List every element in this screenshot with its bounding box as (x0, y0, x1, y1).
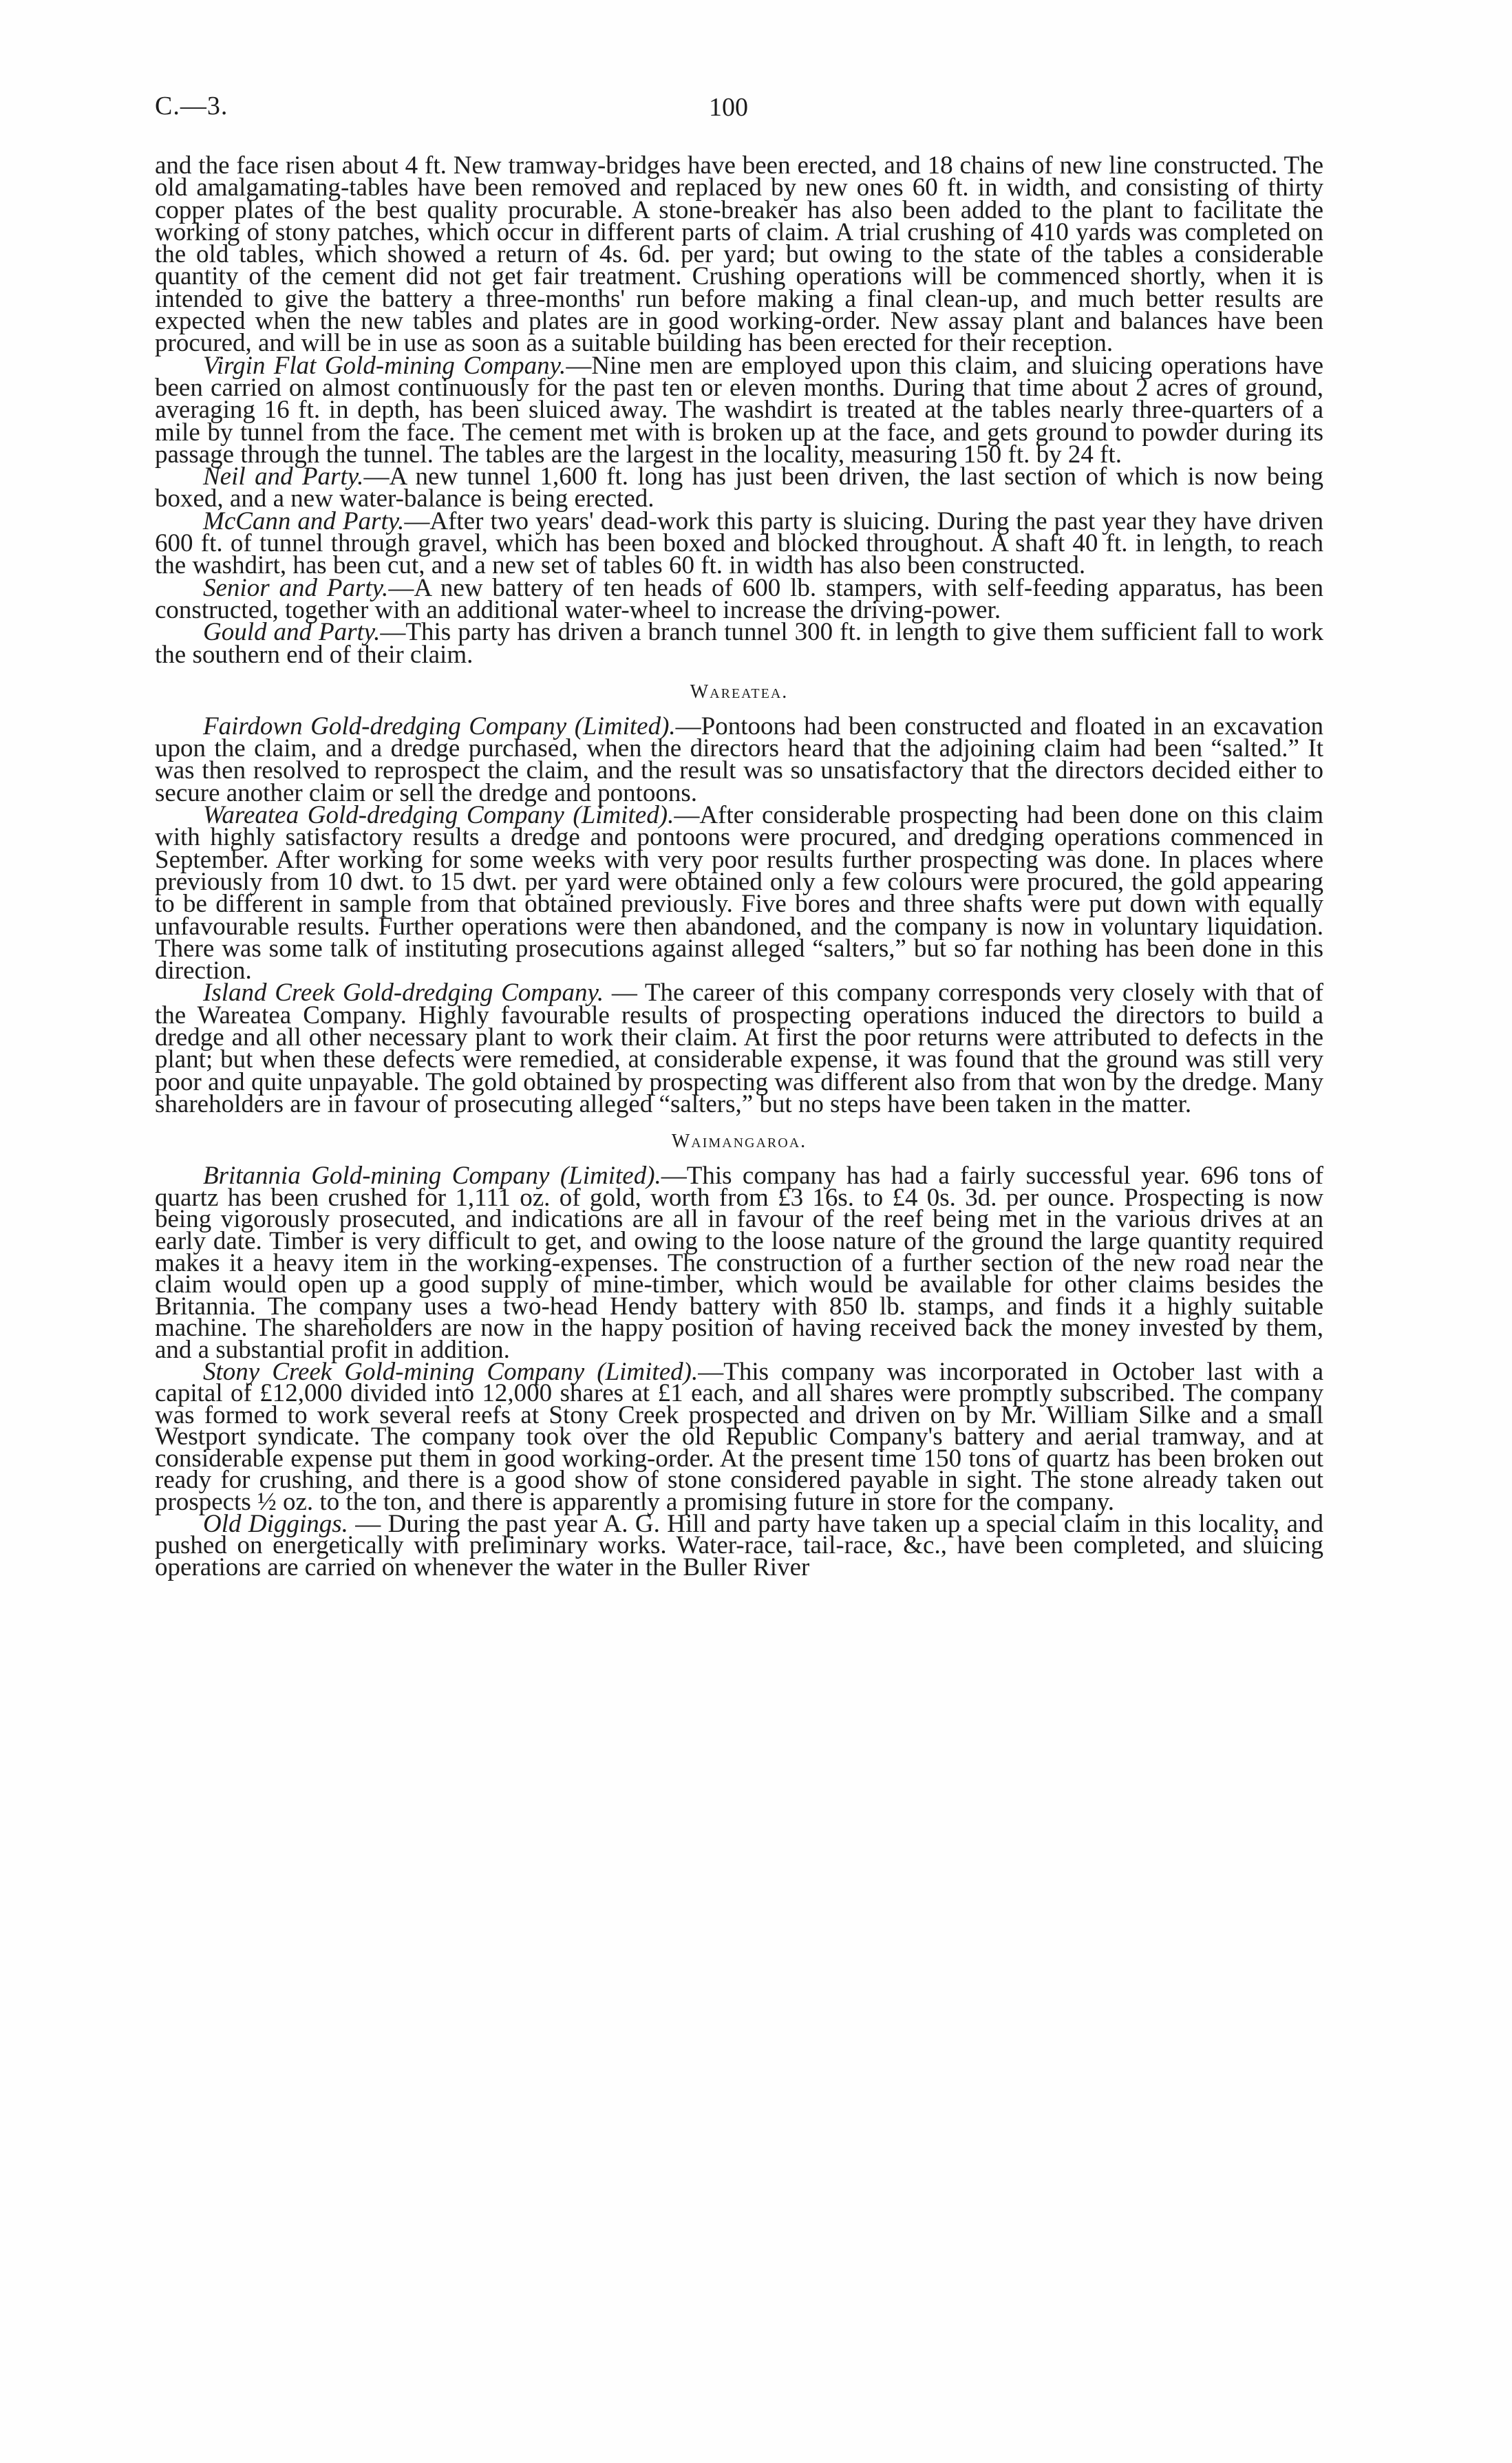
report-reference: C.—3. (155, 92, 228, 120)
paragraph-fairdown: Fairdown Gold-dredging Company (Limited).—Pontoons had been constructed and floated in an excavation upon the claim, and a dredge purchased, when the directors heard that the adjoining claim had been “salted.” It was then resolved to reprospect the claim, and the result was so unsatisfactory that the directors decided either to secure another claim or sell the dredge and pontoons. (155, 712, 1323, 807)
paragraph-neil: Neil and Party.—A new tunnel 1,600 ft. long has just been driven, the last section of which is now being boxed, and a new water-balance is being erected. (155, 462, 1323, 513)
paragraph-stony-creek: Stony Creek Gold-mining Company (Limited).—This company was incorporated in October last with a capital of £12,000 divided into 12,000 shares at £1 each, and all shares were promptly subscribed. The company was formed to work several reefs at Stony Creek prospected and driven on by Mr. William Silke and a small Westport syndicate. The company took over the old Republic Company's battery and aerial tramway, and at considerable expense put them in good working-order. At the present time 150 tons of quartz has been broken out ready for crushing, and there is a good show of stone considered payable in sight. The stone already taken out prospects ½ oz. to the ton, and there is apparently a promising future in store for the company. (155, 1357, 1323, 1517)
paragraph-lead: Virgin Flat Gold-mining Company. (203, 351, 566, 380)
page-number: 100 (709, 93, 748, 122)
paragraph-virgin-flat: Virgin Flat Gold-mining Company.—Nine men are employed upon this claim, and sluicing operations have been carried on almost continuously for the past ten or eleven months. During that time about 2 acres of ground, averaging 16 ft. in depth, has been sluiced away. The washdirt is treated at the tables nearly three-quarters of a mile by tunnel from the face. The cement met with is broken up at the face, and gets ground to powder during its passage through the tunnel. The tables are the largest in the locality, measuring 150 ft. by 24 ft. (155, 351, 1324, 469)
section-heading-wareatea: Wareatea. (690, 681, 789, 703)
page-body (155, 151, 1324, 1581)
paragraph-gould: Gould and Party.—This party has driven a branch tunnel 300 ft. in length to give them sufficient fall to work the southern end of their claim. (155, 618, 1323, 669)
paragraph-continuation: and the face risen about 4 ft. New tramway-bridges have been erected, and 18 chains of new line constructed. The old amalgamating-tables have been removed and replaced by new ones 60 ft. in width, and consisting of thirty copper plates of the best quality procurable. A stone-breaker has also been added to the plant to facilitate the working of stony patches, which occur in different parts of claim. A trial crushing of 410 yards was completed on the old tables, which showed a return of 4s. 6d. per yard; but owing to the state of the tables a considerable quantity of the cement did not get fair treatment. Crushing operations will be commenced shortly, when it is intended to give the battery a three-months' run before making a final clean-up, and much better results are expected when the new tables and plates are in good working-order. New assay plant and balances have been procured, and will be in use as soon as a suitable building has been erected for their reception. (155, 151, 1323, 358)
paragraph-lead: Gould and Party. (203, 618, 381, 647)
paragraph-lead: Britannia Gold-mining Company (Limited). (203, 1162, 661, 1191)
paragraph-lead: Senior and Party. (203, 573, 389, 602)
paragraph-senior: Senior and Party.—A new battery of ten heads of 600 lb. stampers, with self-feeding apparatus, has been constructed, together with an additional water-wheel to increase the driving-power. (155, 573, 1323, 624)
paragraph-lead: Stony Creek Gold-mining Company (Limited). (203, 1357, 699, 1386)
paragraph-lead: Neil and Party. (203, 462, 364, 491)
paragraph-lead: Fairdown Gold-dredging Company (Limited). (203, 712, 676, 740)
paragraph-lead: Old Diggings. (203, 1509, 348, 1538)
section-heading-waimangaroa: Waimangaroa. (671, 1131, 807, 1153)
paragraph-old-diggings: Old Diggings. — During the past year A. G. Hill and party have taken up a special claim in this locality, and pushed on energetically with preliminary works. Water-race, tail-race, &c., have been completed, and sluicing operations are carried on whenever the water in the Buller River (155, 1509, 1323, 1581)
paragraph-lead: Island Creek Gold-dredging Company. (203, 979, 604, 1007)
paragraph-mccann: McCann and Party.—After two years' dead-work this party is sluicing. During the past year they have driven 600 ft. of tunnel through gravel, which has been boxed and blocked throughout. A shaft 40 ft. in length, to reach the washdirt, has been cut, and a new set of tables 60 ft. in width has also been constructed. (155, 507, 1324, 580)
paragraph-lead: McCann and Party. (203, 507, 405, 535)
paragraph-lead: Wareatea Gold-dredging Company (Limited). (203, 801, 674, 830)
paragraph-wareatea-dredging: Wareatea Gold-dredging Company (Limited).—After considerable prospecting had been done on this claim with highly satisfactory results a dredge and pontoons were procured, and dredging operations commenced in September. After working for some weeks with very poor results further prospecting was done. In places where previously from 10 dwt. to 15 dwt. per yard were obtained only a few colours were procured, the gold appearing to be different in sample from that obtained previously. Five bores and three shafts were put down with equally unfavourable results. Further operations were then abandoned, and the company is now in voluntary liquidation. There was some talk of instituting prosecutions against alleged “salters,” but so far nothing has been done in this direction. (155, 801, 1323, 985)
paragraph-britannia: Britannia Gold-mining Company (Limited).—This company has had a fairly successful year. 696 tons of quartz has been crushed for 1,111 oz. of gold, worth from £3 16s. to £4 0s. 3d. per ounce. Prospecting is now being vigorously prosecuted, and indications are all in favour of the reef being met in the various drives at an early date. Timber is very difficult to get, and owing to the loose nature of the ground the large quantity required makes it a heavy item in the working-expenses. The construction of a further section of the new road near the claim would open up a good supply of mine-timber, which would be available for other claims besides the Britannia. The company uses a two-head Hendy battery with 850 lb. stamps, and finds it a highly suitable machine. The shareholders are now in the happy position of having received back the money invested by them, and a substantial profit in addition. (155, 1162, 1324, 1364)
paragraph-island-creek: Island Creek Gold-dredging Company. — The career of this company corresponds very closely with that of the Wareatea Company. Highly favourable results of prospecting operations induced the directors to build a dredge and all other necessary plant to work their claim. At first the poor returns were attributed to defects in the plant; but when these defects were remedied, at considerable expense, it was found that the ground was still very poor and quite unpayable. The gold obtained by prospecting was different also from that won by the dredge. Many shareholders are in favour of prosecuting alleged “salters,” but no steps have been taken in the matter. (155, 979, 1323, 1118)
page-header (155, 91, 1337, 132)
